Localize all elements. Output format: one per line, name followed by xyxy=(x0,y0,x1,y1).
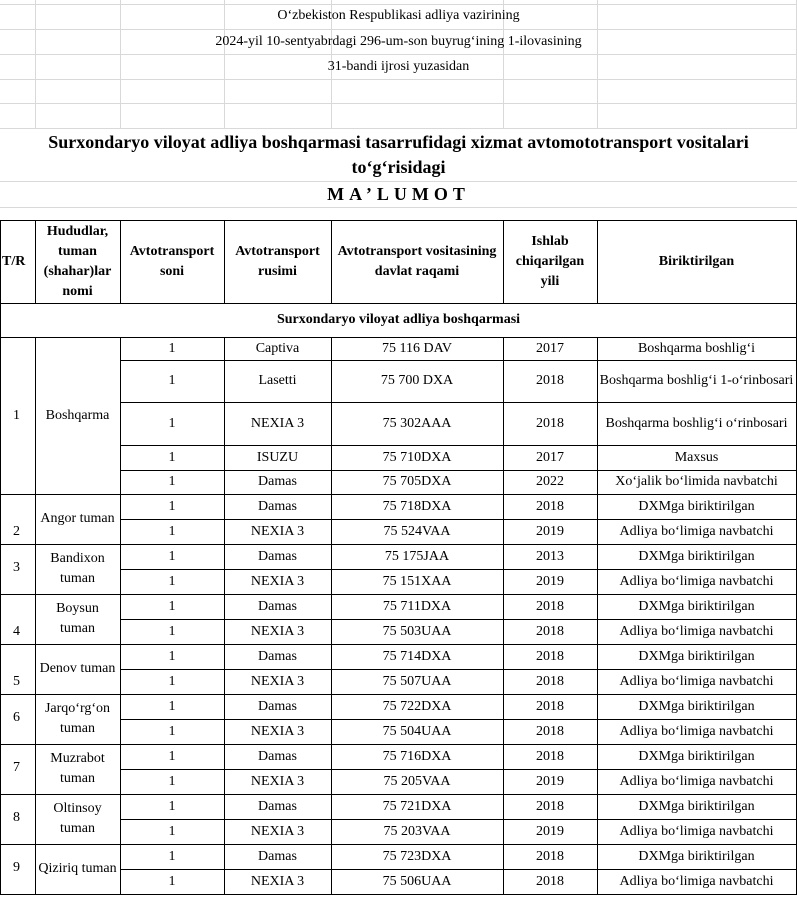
vehicle-model: Damas xyxy=(258,848,297,864)
table-border xyxy=(503,220,504,303)
table-border xyxy=(120,719,797,720)
vehicle-year: 2022 xyxy=(536,474,564,489)
vehicle-plate: 75 504UAA xyxy=(382,723,452,739)
header-line-3: 31-bandi ijrosi yuzasidan xyxy=(327,59,470,74)
document-subtitle: MA’LUMOT xyxy=(327,184,470,204)
table-border xyxy=(0,303,797,304)
vehicle-model: NEXIA 3 xyxy=(250,673,305,689)
table-border xyxy=(503,337,504,894)
row-number: 1 xyxy=(13,407,20,423)
vehicle-year: 2019 xyxy=(536,573,564,589)
table-border xyxy=(120,619,797,620)
vehicle-assignment: Adliya bo‘limiga navbatchi xyxy=(619,823,774,839)
region-name: Jarqo‘rg‘on tuman xyxy=(44,701,111,736)
table-border xyxy=(0,220,1,894)
vehicle-count: 1 xyxy=(168,673,176,689)
vehicle-assignment: DXMga biriktirilgan xyxy=(638,648,755,664)
vehicle-year: 2013 xyxy=(536,548,564,564)
vehicle-model: Damas xyxy=(258,548,297,564)
vehicle-year: 2017 xyxy=(536,449,564,465)
vehicle-year: 2019 xyxy=(536,523,564,539)
region-name: Boshqarma xyxy=(45,407,110,423)
vehicle-assignment: Adliya bo‘limiga navbatchi xyxy=(619,723,774,739)
vehicle-plate: 75 507UAA xyxy=(382,673,452,689)
vehicle-plate: 75 716DXA xyxy=(382,748,452,764)
vehicle-model: ISUZU xyxy=(256,449,299,465)
vehicle-model: NEXIA 3 xyxy=(250,573,305,589)
col-header-region: Hududlar, tuman (shahar)lar nomi xyxy=(43,223,112,299)
row-number: 3 xyxy=(13,560,20,575)
vehicle-year: 2017 xyxy=(536,340,564,356)
document-title-line-1: Surxondaryo viloyat adliya boshqarmasi tasarrufidagi xizmat avtomototransport vositalari xyxy=(48,132,749,152)
vehicle-model: NEXIA 3 xyxy=(250,623,305,639)
row-number: 6 xyxy=(13,710,20,725)
vehicle-count: 1 xyxy=(168,823,176,839)
vehicle-model: Damas xyxy=(258,648,297,664)
table-border xyxy=(120,869,797,870)
document-title-line-2: to‘g‘risidagi xyxy=(351,157,446,177)
table-border xyxy=(120,445,797,446)
vehicle-model: Damas xyxy=(258,498,297,514)
region-name: Muzrabot tuman xyxy=(50,751,105,786)
table-border xyxy=(120,402,797,403)
vehicle-year: 2018 xyxy=(536,873,564,889)
vehicle-plate: 75 711DXA xyxy=(382,598,452,614)
row-number: 5 xyxy=(13,674,20,689)
vehicle-count: 1 xyxy=(168,523,176,539)
vehicle-year: 2018 xyxy=(536,415,564,431)
vehicle-assignment: Adliya bo‘limiga navbatchi xyxy=(619,523,774,539)
col-header-number: T/R xyxy=(2,253,26,269)
vehicle-plate: 75 718DXA xyxy=(382,498,452,514)
region-name: Qiziriq tuman xyxy=(38,861,117,876)
vehicle-assignment: DXMga biriktirilgan xyxy=(638,798,755,814)
vehicle-model: Damas xyxy=(258,474,297,489)
vehicle-assignment: Boshqarma boshlig‘i o‘rinbosari xyxy=(605,415,788,431)
region-name: Angor tuman xyxy=(40,511,115,526)
region-name: Boysun tuman xyxy=(56,601,99,636)
vehicle-count: 1 xyxy=(168,623,176,639)
col-header-year: Ishlab chiqarilgan yili xyxy=(515,233,585,289)
vehicle-plate: 75 302AAA xyxy=(382,415,452,431)
col-header-plate: Avtotransport vositasining davlat raqami xyxy=(337,243,497,279)
vehicle-count: 1 xyxy=(168,340,176,356)
vehicle-model: NEXIA 3 xyxy=(250,723,305,739)
row-number: 9 xyxy=(13,860,20,875)
vehicle-assignment: Adliya bo‘limiga navbatchi xyxy=(619,873,774,889)
vehicle-count: 1 xyxy=(168,373,176,388)
vehicle-model: NEXIA 3 xyxy=(250,523,305,539)
vehicle-assignment: DXMga biriktirilgan xyxy=(638,598,755,614)
vehicle-model: NEXIA 3 xyxy=(250,823,305,839)
col-header-model: Avtotransport rusimi xyxy=(235,243,320,279)
table-border xyxy=(224,337,225,894)
vehicle-assignment: Boshqarma boshlig‘i 1-o‘rinbosari xyxy=(599,373,794,388)
table-border xyxy=(597,220,598,303)
vehicle-plate: 75 721DXA xyxy=(382,798,452,814)
vehicle-assignment: Maxsus xyxy=(674,449,719,465)
vehicle-plate: 75 714DXA xyxy=(382,648,452,664)
vehicle-count: 1 xyxy=(168,573,176,589)
vehicle-model: NEXIA 3 xyxy=(250,415,305,431)
vehicle-assignment: Adliya bo‘limiga navbatchi xyxy=(619,773,774,789)
vehicle-count: 1 xyxy=(168,498,176,514)
vehicle-count: 1 xyxy=(168,798,176,814)
vehicle-plate: 75 506UAA xyxy=(382,873,452,889)
vehicle-model: Damas xyxy=(258,798,297,814)
section-title: Surxondaryo viloyat adliya boshqarmasi xyxy=(276,312,521,327)
table-border xyxy=(120,220,121,303)
vehicle-assignment: Xo‘jalik bo‘limida navbatchi xyxy=(615,474,778,489)
vehicle-count: 1 xyxy=(168,698,176,714)
vehicle-model: NEXIA 3 xyxy=(250,873,305,889)
vehicle-year: 2018 xyxy=(536,798,564,814)
table-border xyxy=(120,769,797,770)
vehicle-year: 2018 xyxy=(536,698,564,714)
vehicle-year: 2018 xyxy=(536,673,564,689)
vehicle-year: 2018 xyxy=(536,623,564,639)
vehicle-assignment: Boshqarma boshlig‘i xyxy=(637,340,756,356)
vehicle-count: 1 xyxy=(168,474,176,489)
vehicle-count: 1 xyxy=(168,773,176,789)
vehicle-year: 2019 xyxy=(536,773,564,789)
vehicle-count: 1 xyxy=(168,548,176,564)
vehicle-model: Captiva xyxy=(255,340,300,356)
vehicle-year: 2018 xyxy=(536,373,564,388)
vehicle-model: Damas xyxy=(258,748,297,764)
table-border xyxy=(224,220,225,303)
col-header-assigned: Biriktirilgan xyxy=(658,253,735,269)
vehicle-count: 1 xyxy=(168,449,176,465)
region-name: Bandixon tuman xyxy=(50,551,105,586)
row-number: 4 xyxy=(13,624,20,639)
vehicle-assignment: DXMga biriktirilgan xyxy=(638,848,755,864)
vehicle-year: 2018 xyxy=(536,498,564,514)
vehicle-plate: 75 722DXA xyxy=(382,698,452,714)
vehicle-count: 1 xyxy=(168,648,176,664)
vehicle-plate: 75 705DXA xyxy=(382,474,452,489)
table-border xyxy=(120,669,797,670)
vehicle-year: 2018 xyxy=(536,598,564,614)
vehicle-year: 2019 xyxy=(536,823,564,839)
vehicle-assignment: Adliya bo‘limiga navbatchi xyxy=(619,623,774,639)
header-line-2: 2024-yil 10-sentyabrdagi 296-um-son buyrug‘ining 1-ilovasining xyxy=(215,34,582,49)
vehicle-plate: 75 723DXA xyxy=(382,848,452,864)
col-header-count: Avtotransport soni xyxy=(129,243,215,279)
table-border xyxy=(597,337,598,894)
row-number: 8 xyxy=(13,810,20,825)
region-name: Oltinsoy tuman xyxy=(53,801,102,836)
table-border xyxy=(120,470,797,471)
table-border xyxy=(120,819,797,820)
table-border xyxy=(120,569,797,570)
vehicle-plate: 75 116 DAV xyxy=(381,340,452,356)
vehicle-plate: 75 151XAA xyxy=(382,573,452,589)
vehicle-plate: 75 203VAA xyxy=(383,823,451,839)
vehicle-assignment: Adliya bo‘limiga navbatchi xyxy=(619,673,774,689)
vehicle-model: Lasetti xyxy=(258,373,297,388)
vehicle-model: NEXIA 3 xyxy=(250,773,305,789)
vehicle-year: 2018 xyxy=(536,848,564,864)
table-border xyxy=(0,894,797,895)
table-border xyxy=(35,220,36,303)
vehicle-plate: 75 503UAA xyxy=(382,623,452,639)
table-border xyxy=(120,360,797,361)
vehicle-model: Damas xyxy=(258,598,297,614)
header-line-1: O‘zbekiston Respublikasi adliya vazirining xyxy=(277,8,520,23)
vehicle-plate: 75 175JAA xyxy=(384,548,450,564)
vehicle-year: 2018 xyxy=(536,648,564,664)
vehicle-count: 1 xyxy=(168,598,176,614)
vehicle-count: 1 xyxy=(168,723,176,739)
vehicle-plate: 75 710DXA xyxy=(382,449,452,465)
table-border xyxy=(120,519,797,520)
row-number: 7 xyxy=(13,760,20,775)
vehicle-year: 2018 xyxy=(536,748,564,764)
vehicle-count: 1 xyxy=(168,748,176,764)
vehicle-assignment: DXMga biriktirilgan xyxy=(638,748,755,764)
table-border xyxy=(120,337,121,894)
vehicle-assignment: DXMga biriktirilgan xyxy=(638,698,755,714)
table-border xyxy=(35,337,36,894)
table-border xyxy=(331,337,332,894)
vehicle-year: 2018 xyxy=(536,723,564,739)
vehicle-plate: 75 700 DXA xyxy=(380,373,454,388)
region-name: Denov tuman xyxy=(39,661,116,676)
vehicle-assignment: DXMga biriktirilgan xyxy=(638,548,755,564)
table-border xyxy=(331,220,332,303)
vehicle-count: 1 xyxy=(168,873,176,889)
vehicle-assignment: DXMga biriktirilgan xyxy=(638,498,755,514)
vehicle-plate: 75 205VAA xyxy=(383,773,451,789)
vehicle-model: Damas xyxy=(258,698,297,714)
row-number: 2 xyxy=(13,524,20,539)
vehicle-plate: 75 524VAA xyxy=(383,523,451,539)
vehicle-count: 1 xyxy=(168,848,176,864)
vehicle-assignment: Adliya bo‘limiga navbatchi xyxy=(619,573,774,589)
vehicle-count: 1 xyxy=(168,415,176,431)
